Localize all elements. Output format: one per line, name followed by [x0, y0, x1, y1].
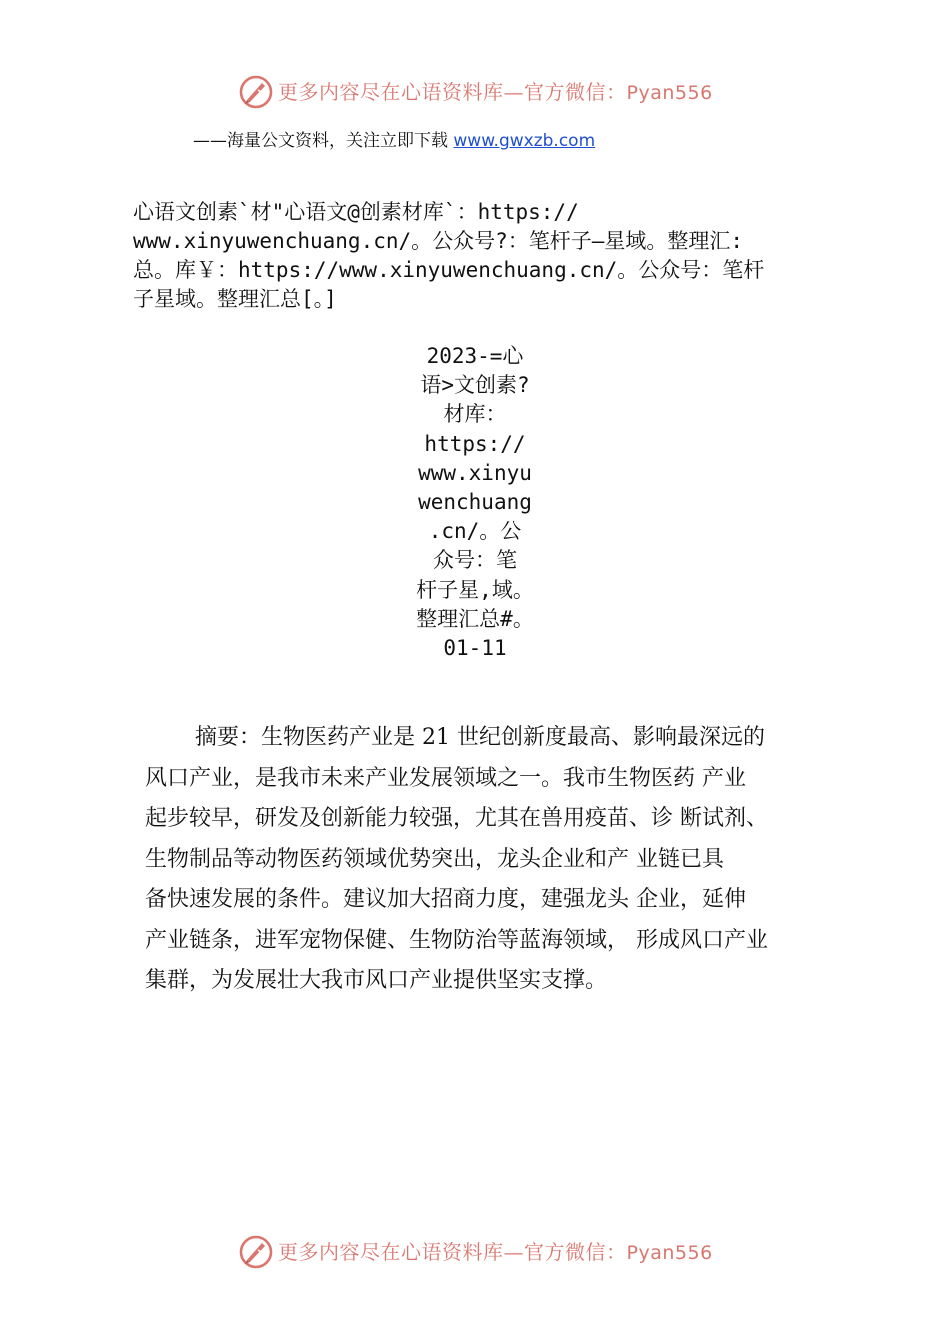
abstract-line: 产业链条，进军宠物保健、生物防治等蓝海领域， 形成风口产业 — [145, 927, 768, 953]
banner-wechat-id: Pyan556 — [626, 1242, 713, 1264]
center-line: https:// — [424, 431, 526, 456]
intro-line: 总。库￥：https://www.xinyuwenchuang.cn/。公众号：笔杆 — [133, 258, 765, 282]
abstract-paragraph — [145, 718, 845, 1002]
abstract-line: 生物制品等动物医药领域优势突出，龙头企业和产 业链已具 — [145, 846, 724, 872]
banner-slogan-cn: 更多内容尽在心语资料库—官方微信： — [278, 1240, 627, 1264]
abstract-line: 摘要：生物医药产业是 21 世纪创新度最高、影响最深远的 — [195, 725, 765, 750]
center-line: 01-11 — [443, 636, 507, 661]
intro-line: 心语文创素`材"心语文@创素材库`：https:// — [133, 200, 579, 224]
header-banner — [0, 72, 950, 116]
pen-feather-logo-icon — [238, 1234, 274, 1270]
center-title-block — [375, 342, 575, 663]
download-notice-text: ——海量公文资料，关注立即下载 — [193, 131, 454, 151]
footer-banner — [0, 1232, 950, 1276]
banner-slogan — [278, 78, 713, 107]
center-line: 2023-=心 — [426, 344, 524, 368]
download-notice — [193, 128, 595, 154]
abstract-line: 集群，为发展壮大我市风口产业提供坚实支撑。 — [145, 968, 608, 993]
abstract-line: 起步较早，研发及创新能力较强，尤其在兽用疫苗、诊 断试剂、 — [145, 806, 768, 831]
abstract-line: 备快速发展的条件。建议加大招商力度，建强龙头 企业，延伸 — [145, 887, 746, 912]
banner-slogan-cn: 更多内容尽在心语资料库—官方微信： — [278, 80, 627, 104]
intro-line: www.xinyuwenchuang.cn/。公众号?：笔杆子—星域。整理汇: — [133, 229, 744, 253]
center-line: 众号：笔 — [433, 548, 517, 573]
banner-slogan — [278, 1238, 713, 1267]
center-line: 材库： — [443, 402, 507, 427]
abstract-line: 风口产业，是我市未来产业发展领域之一。我市生物医药 产业 — [145, 765, 746, 791]
center-line: 杆子星,域。 — [416, 577, 534, 602]
intro-line: 子星域。整理汇总[。] — [133, 287, 337, 311]
center-line: www.xinyu — [418, 460, 532, 485]
pen-feather-logo-icon — [238, 74, 274, 110]
center-line: 语>文创素? — [420, 373, 530, 398]
center-line: 整理汇总#。 — [416, 606, 534, 631]
intro-paragraph — [133, 198, 833, 314]
banner-wechat-id: Pyan556 — [626, 82, 713, 104]
center-line: .cn/。公 — [428, 519, 522, 544]
download-link[interactable]: www.gwxzb.com — [453, 131, 596, 151]
center-line: wenchuang — [418, 490, 532, 515]
